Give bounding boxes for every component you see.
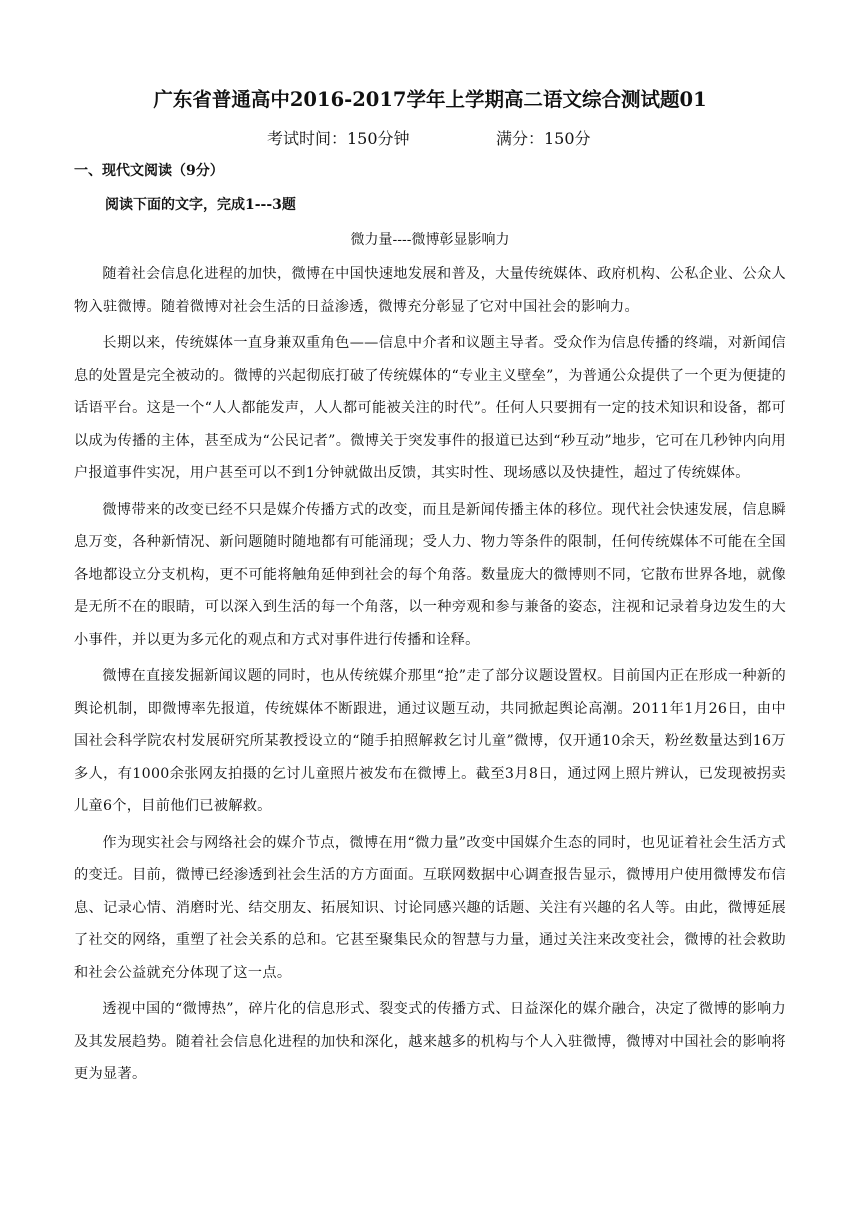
document-title: 广东省普通高中2016-2017学年上学期高二语文综合测试题01 [153,88,707,111]
paragraph: 长期以来，传统媒体一直身兼双重角色——信息中介者和议题主导者。受众作为信息传播的终端，对新闻信息的处置是完全被动的。微博的兴起彻底打破了传统媒体的“专业主义壁垒”，为普通公众提供了一个更为便捷的话语平台。这是一个“人人都能发声，人人都可能被关注的时代”。任何人只要拥有一定的技术知识和设备，都可以成为传播的主体，甚至成为“公民记者”。微博关于突发事件的报道已达到“秒互动”地步，它可在几秒钟内向用户报道事件实况，用户甚至可以不到1分钟就做出反馈，其实时性、现场感以及快捷性，超过了传统媒体。 [74,335,786,481]
paragraph: 作为现实社会与网络社会的媒介节点，微博在用“微力量”改变中国媒介生态的同时，也见证着社会生活方式的变迁。目前，微博已经渗透到社会生活的方方面面。互联网数据中心调查报告显示，微博用户使用微博发布信息、记录心情、消磨时光、结交朋友、拓展知识、讨论同感兴趣的话题、关注有兴趣的名人等。由此，微博延展了社交的网络，重塑了社会关系的总和。它甚至聚集民众的智慧与力量，通过关注来改变社会，微博的社会救助和社会公益就充分体现了这一点。 [74,834,786,981]
full-score: 满分：150分 [496,129,591,148]
reading-instruction: 阅读下面的文字，完成1---3题 [105,197,296,213]
article-title: 微力量----微博彰显影响力 [350,232,510,248]
paragraph: 微博带来的改变已经不只是媒介传播方式的改变，而且是新闻传播主体的移位。现代社会快速发展，信息瞬息万变，各种新情况、新问题随时随地都有可能涌现；受人力、物力等条件的限制，任何传统媒体不可能在全国各地都设立分支机构，更不可能将触角延伸到社会的每个角落。数量庞大的微博则不同，它散布世界各地，就像是无所不在的眼睛，可以深入到生活的每一个角落，以一种旁观和参与兼备的姿态，注视和记录着身边发生的大小事件，并以更为多元化的观点和方式对事件进行传播和诠释。 [74,501,786,648]
paragraph: 随着社会信息化进程的加快，微博在中国快速地发展和普及，大量传统媒体、政府机构、公私企业、公众人物入驻微博。随着微博对社会生活的日益渗透，微博充分彰显了它对中国社会的影响力。 [74,266,786,315]
exam-time: 考试时间：150分钟 [267,129,410,148]
article-body [74,258,786,1095]
section-heading: 一、现代文阅读（9分） [74,163,224,179]
paragraph: 透视中国的“微博热”，碎片化的信息形式、裂变式的传播方式、日益深化的媒介融合，决定了微博的影响力及其发展趋势。随着社会信息化进程的加快和深化，越来越多的机构与个人入驻微博，微博对中国社会的影响将更为显著。 [74,1001,786,1082]
paragraph: 微博在直接发掘新闻议题的同时，也从传统媒介那里“抢”走了部分议题设置权。目前国内正在形成一种新的舆论机制，即微博率先报道，传统媒体不断跟进，通过议题互动，共同掀起舆论高潮。2011年1月26日，由中国社会科学院农村发展研究所某教授设立的“随手拍照解救乞讨儿童”微博，仅开通10余天，粉丝数量达到16万多人，有1000余张网友拍摄的乞讨儿童照片被发布在微博上。截至3月8日，通过网上照片辨认，已发现被拐卖儿童6个，目前他们已被解救。 [74,668,786,814]
